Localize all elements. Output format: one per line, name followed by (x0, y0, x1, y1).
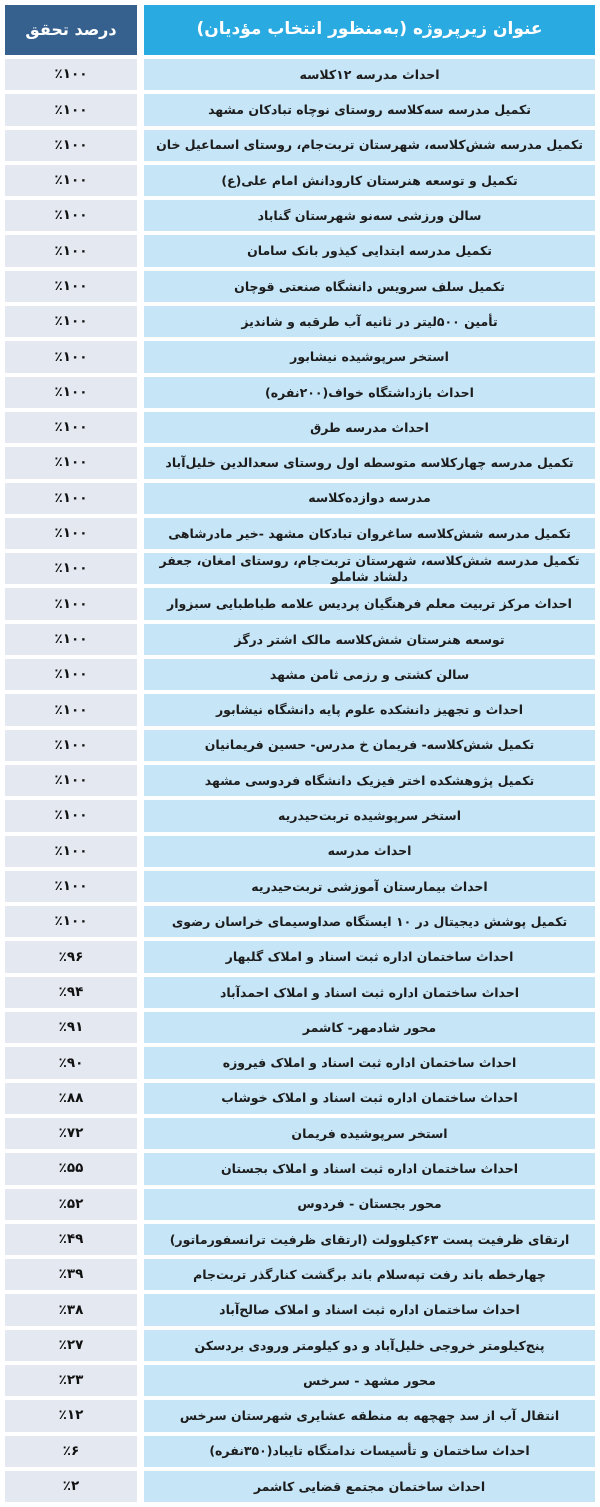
percent-value-cell: ٪۱۰۰ (5, 130, 137, 161)
project-title-cell: احداث مدرسه (144, 836, 595, 867)
project-title-cell: تکمیل شش‌کلاسه- فریمان خ مدرس- حسین فریمانیان (144, 730, 595, 761)
project-title-cell: سالن کشتی و رزمی ثامن مشهد (144, 659, 595, 690)
project-title-cell: استخر سرپوشیده فریمان (144, 1118, 595, 1149)
percent-value-cell: ٪۱۰۰ (5, 624, 137, 655)
percent-value-cell: ٪۱۰۰ (5, 836, 137, 867)
percent-value-cell: ٪۱۲ (5, 1400, 137, 1431)
percent-value-cell: ٪۱۰۰ (5, 800, 137, 831)
percent-value-cell: ٪۱۰۰ (5, 200, 137, 231)
project-title-cell: تکمیل مدرسه شش‌کلاسه، شهرستان تربت‌جام، روستای اسماعیل خان (144, 130, 595, 161)
project-title-cell: احداث ساختمان اداره ثبت اسناد و املاک خوشاب (144, 1083, 595, 1114)
percent-value-cell: ٪۱۰۰ (5, 377, 137, 408)
project-title-cell: تکمیل مدرسه شش‌کلاسه ساغروان تبادکان مشهد -خیر مادرشاهی (144, 518, 595, 549)
project-title-cell: محور بجستان - فردوس (144, 1189, 595, 1220)
percent-value-cell: ٪۲۳ (5, 1365, 137, 1396)
percent-value-cell: ٪۷۲ (5, 1118, 137, 1149)
project-title-cell: احداث بازداشتگاه خواف(۲۰۰نفره) (144, 377, 595, 408)
project-title-cell: پنج‌کیلومتر خروجی خلیل‌آباد و دو کیلومتر ورودی بردسکن (144, 1330, 595, 1361)
percent-value-cell: ٪۱۰۰ (5, 694, 137, 725)
percent-value-cell: ٪۹۴ (5, 977, 137, 1008)
project-title-cell: احداث مدرسه طرق (144, 412, 595, 443)
column-header-subproject-title: عنوان زیرپروژه (به‌منظور انتخاب مؤدیان) (144, 5, 595, 55)
percent-value-cell: ٪۱۰۰ (5, 165, 137, 196)
percent-value-cell: ٪۹۰ (5, 1047, 137, 1078)
percent-value-cell: ٪۱۰۰ (5, 518, 137, 549)
percent-value-cell: ٪۵۲ (5, 1189, 137, 1220)
percent-value-cell: ٪۲ (5, 1471, 137, 1502)
percent-value-cell: ٪۱۰۰ (5, 483, 137, 514)
percent-value-cell: ٪۱۰۰ (5, 447, 137, 478)
project-title-cell: احداث و تجهیز دانشکده علوم پایه دانشگاه نیشابور (144, 694, 595, 725)
project-title-cell: احداث مدرسه ۱۲کلاسه (144, 59, 595, 90)
project-title-cell: تکمیل پوشش دیجیتال در ۱۰ ایستگاه صداوسیمای خراسان رضوی (144, 906, 595, 937)
project-title-cell: احداث مرکز تربیت معلم فرهنگیان پردیس علامه طباطبایی سبزوار (144, 588, 595, 619)
percent-value-cell: ٪۱۰۰ (5, 341, 137, 372)
percent-value-cell: ٪۱۰۰ (5, 871, 137, 902)
percent-value-cell: ٪۵۵ (5, 1153, 137, 1184)
percent-value-cell: ٪۱۰۰ (5, 412, 137, 443)
project-title-cell: استخر سرپوشیده نیشابور (144, 341, 595, 372)
project-title-cell: سالن ورزشی سه‌نو شهرستان گناباد (144, 200, 595, 231)
project-title-cell: احداث ساختمان اداره ثبت اسناد و املاک گلبهار (144, 941, 595, 972)
percent-value-cell: ٪۳۸ (5, 1294, 137, 1325)
column-header-percent-achieved: درصد تحقق (5, 5, 137, 55)
project-title-cell: تکمیل مدرسه شش‌کلاسه، شهرستان تربت‌جام، روستای امغان، جعفر دلشاد شاملو (144, 553, 595, 584)
project-title-cell: احداث ساختمان اداره ثبت اسناد و املاک صالح‌آباد (144, 1294, 595, 1325)
project-title-cell: انتقال آب از سد چهچهه به منطقه عشایری شهرستان سرخس (144, 1400, 595, 1431)
percent-value-cell: ٪۱۰۰ (5, 553, 137, 584)
project-title-cell: احداث بیمارستان آموزشی تربت‌حیدریه (144, 871, 595, 902)
percent-value-cell: ٪۱۰۰ (5, 588, 137, 619)
project-title-cell: ارتقای ظرفیت پست ۶۳کیلوولت (ارتقای ظرفیت ترانسفورماتور) (144, 1224, 595, 1255)
percent-value-cell: ٪۱۰۰ (5, 59, 137, 90)
project-title-cell: چهارخطه باند رفت تپه‌سلام باند برگشت کنارگذر تربت‌جام (144, 1259, 595, 1290)
percent-value-cell: ٪۸۸ (5, 1083, 137, 1114)
percent-value-cell: ٪۱۰۰ (5, 730, 137, 761)
project-title-cell: توسعه هنرستان شش‌کلاسه مالک اشتر درگز (144, 624, 595, 655)
percent-value-cell: ٪۱۰۰ (5, 906, 137, 937)
project-title-cell: تکمیل سلف سرویس دانشگاه صنعتی قوچان (144, 271, 595, 302)
project-title-cell: مدرسه دوازده‌کلاسه (144, 483, 595, 514)
percent-value-cell: ٪۴۹ (5, 1224, 137, 1255)
percent-value-cell: ٪۲۷ (5, 1330, 137, 1361)
project-title-cell: تکمیل مدرسه ابتدایی کیذور بانک سامان (144, 235, 595, 266)
percent-value-cell: ٪۳۹ (5, 1259, 137, 1290)
project-title-cell: تکمیل مدرسه چهارکلاسه متوسطه اول روستای سعدالدین خلیل‌آباد (144, 447, 595, 478)
percent-value-cell: ٪۱۰۰ (5, 94, 137, 125)
percent-value-cell: ٪۶ (5, 1436, 137, 1467)
percent-value-cell: ٪۱۰۰ (5, 271, 137, 302)
project-title-cell: احداث ساختمان مجتمع قضایی کاشمر (144, 1471, 595, 1502)
project-title-cell: تکمیل مدرسه سه‌کلاسه روستای نوچاه تبادکان مشهد (144, 94, 595, 125)
project-title-cell: احداث ساختمان و تأسیسات ندامتگاه تایباد(۳۵۰نفره) (144, 1436, 595, 1467)
project-title-cell: تکمیل پژوهشکده اختر فیزیک دانشگاه فردوسی مشهد (144, 765, 595, 796)
percent-value-cell: ٪۱۰۰ (5, 235, 137, 266)
percent-value-cell: ٪۹۶ (5, 941, 137, 972)
project-title-cell: احداث ساختمان اداره ثبت اسناد و املاک بجستان (144, 1153, 595, 1184)
project-title-cell: محور مشهد - سرخس (144, 1365, 595, 1396)
project-title-cell: احداث ساختمان اداره ثبت اسناد و املاک فیروزه (144, 1047, 595, 1078)
project-title-cell: استخر سرپوشیده تربت‌حیدریه (144, 800, 595, 831)
percent-value-cell: ٪۱۰۰ (5, 765, 137, 796)
project-title-cell: تأمین ۵۰۰لیتر در ثانیه آب طرقبه و شاندیز (144, 306, 595, 337)
percent-value-cell: ٪۱۰۰ (5, 659, 137, 690)
project-title-cell: احداث ساختمان اداره ثبت اسناد و املاک احمدآباد (144, 977, 595, 1008)
percent-value-cell: ٪۹۱ (5, 1012, 137, 1043)
project-title-cell: تکمیل و توسعه هنرستان کارودانش امام علی(ع) (144, 165, 595, 196)
percent-value-cell: ٪۱۰۰ (5, 306, 137, 337)
project-title-cell: محور شادمهر- کاشمر (144, 1012, 595, 1043)
